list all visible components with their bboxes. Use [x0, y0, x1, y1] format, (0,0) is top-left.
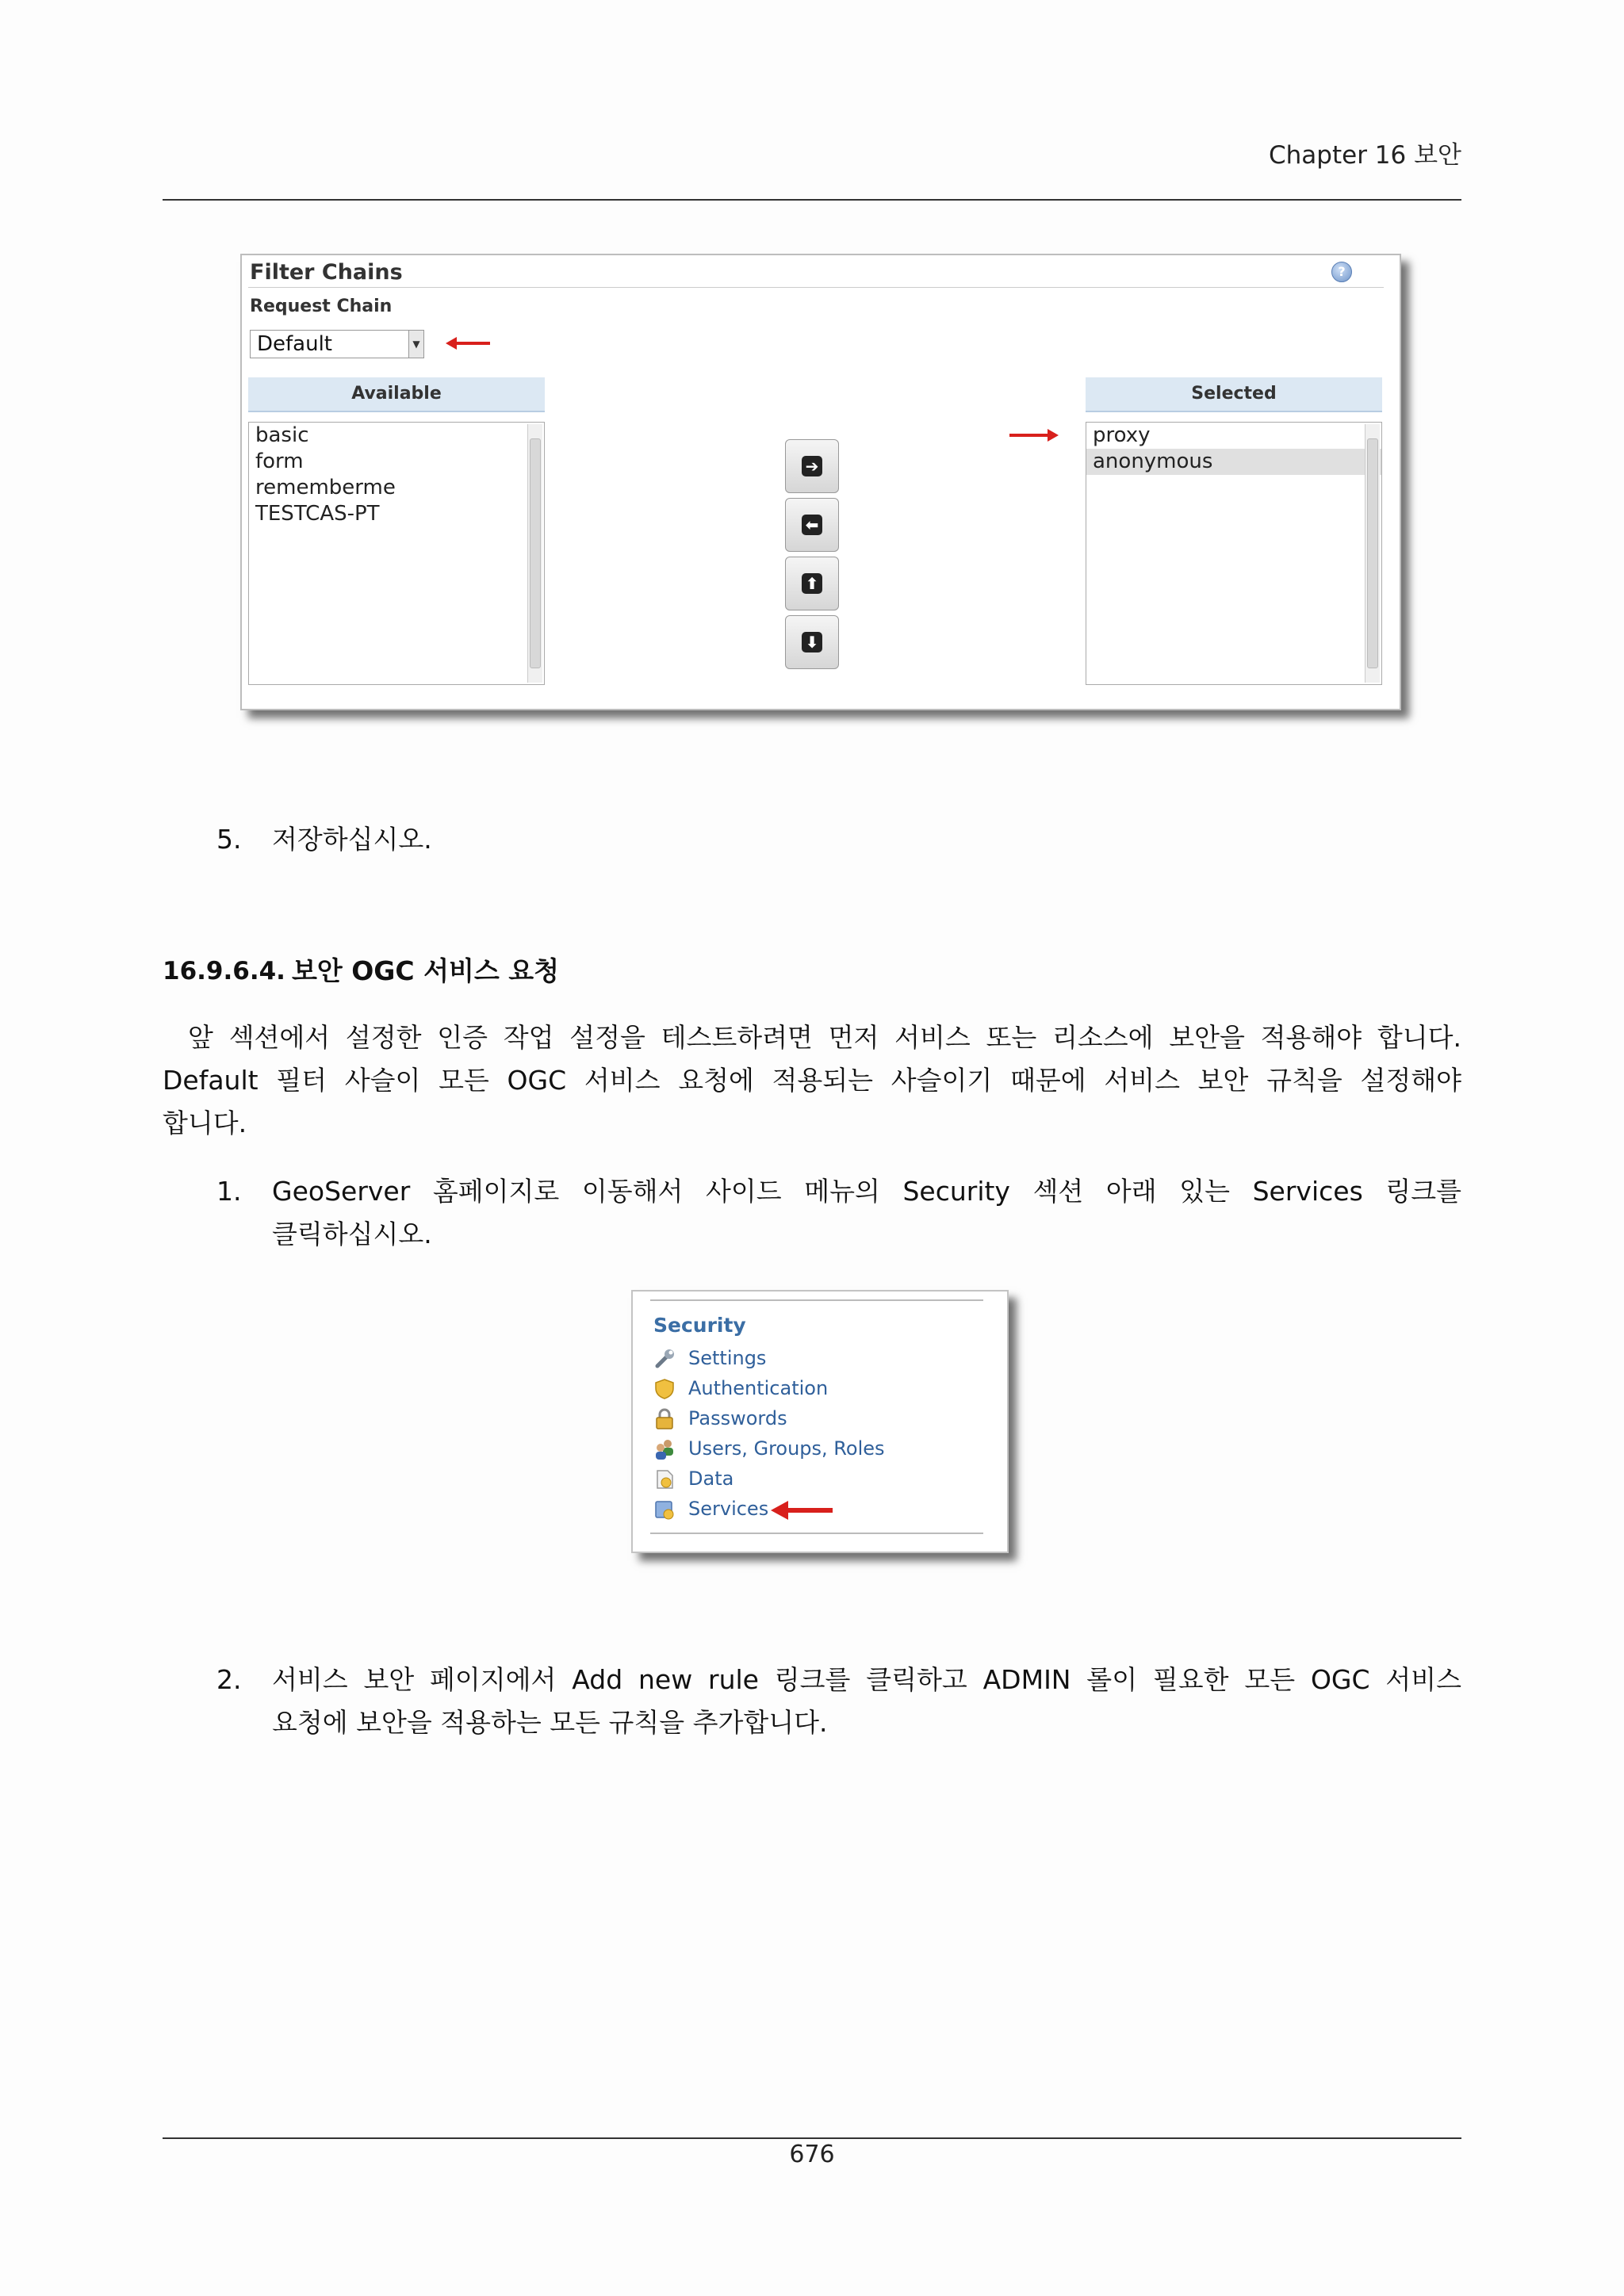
step-5-text: 저장하십시오. — [272, 824, 432, 855]
selected-header: Selected — [1086, 377, 1382, 412]
step-1-text: 클릭하십시오. — [272, 1219, 432, 1249]
move-left-icon: ⬅ — [802, 515, 822, 535]
shield-icon — [653, 1378, 676, 1400]
section-number: 16.9.6.4. — [163, 957, 285, 985]
list-item[interactable]: basic — [255, 423, 309, 447]
list-item[interactable]: proxy — [1093, 423, 1151, 447]
help-icon[interactable]: ? — [1331, 262, 1352, 282]
move-up-button[interactable] — [785, 557, 839, 610]
sidebar-item-label: Users, Groups, Roles — [688, 1437, 885, 1460]
header-rule — [163, 199, 1461, 201]
lock-icon — [653, 1408, 676, 1430]
available-header: Available — [248, 377, 545, 412]
move-right-icon: ➔ — [802, 456, 822, 476]
move-right-button[interactable] — [785, 439, 839, 493]
chevron-down-icon[interactable]: ▼ — [408, 331, 423, 358]
move-up-icon: ⬆ — [802, 573, 822, 594]
scroll-thumb[interactable] — [1367, 438, 1378, 668]
list-item[interactable]: rememberme — [255, 476, 396, 499]
step-2-text: 서비스 보안 페이지에서 Add new rule 링크를 클릭하고 ADMIN 롤이 필요한 모든 OGC 서비스 — [272, 1664, 1461, 1695]
red-arrow-left-icon — [444, 335, 492, 352]
step-2-number: 2. — [216, 1664, 242, 1695]
section-title: 보안 OGC 서비스 요청 — [292, 955, 559, 986]
request-chain-select[interactable] — [250, 330, 424, 358]
red-arrow-left-icon — [769, 1498, 834, 1522]
sidebar-item-label: Passwords — [688, 1407, 787, 1429]
security-menu-title: Security — [653, 1314, 746, 1337]
sidebar-item-label: Data — [688, 1468, 734, 1490]
list-item-selected[interactable]: anonymous — [1086, 449, 1381, 475]
request-chain-value: Default — [257, 332, 332, 356]
sidebar-item-label: Authentication — [688, 1377, 829, 1399]
request-chain-label: Request Chain — [250, 297, 393, 316]
move-left-button[interactable] — [785, 498, 839, 552]
sidebar-item-label: Settings — [688, 1347, 767, 1369]
step-5-number: 5. — [216, 824, 242, 855]
scroll-thumb[interactable] — [530, 438, 541, 668]
scrollbar[interactable] — [1365, 424, 1380, 683]
filter-chains-panel — [240, 254, 1401, 710]
data-icon — [653, 1468, 676, 1490]
paragraph-line: 앞 섹션에서 설정한 인증 작업 설정을 테스트하려면 먼저 서비스 또는 리소스에 보안을 적용해야 합니다. — [188, 1022, 1461, 1053]
selected-list[interactable] — [1086, 422, 1382, 685]
chapter-header: Chapter 16 보안 — [1269, 141, 1461, 170]
available-list[interactable] — [248, 422, 545, 685]
list-item[interactable]: form — [255, 450, 304, 473]
title-divider — [248, 287, 1384, 288]
paragraph-line: Default 필터 사슬이 모든 OGC 서비스 요청에 적용되는 사슬이기 때문에 서비스 보안 규칙을 설정해야 — [163, 1065, 1461, 1096]
red-arrow-right-icon — [1008, 427, 1060, 444]
scrollbar[interactable] — [527, 424, 542, 683]
page-number: 676 — [789, 2141, 835, 2168]
wrench-icon — [653, 1348, 676, 1370]
step-2-text: 요청에 보안을 적용하는 모든 규칙을 추가합니다. — [272, 1707, 828, 1738]
services-icon — [653, 1498, 676, 1521]
paragraph-line: 합니다. — [163, 1108, 247, 1138]
step-1-number: 1. — [216, 1176, 242, 1207]
divider — [650, 1299, 983, 1301]
sidebar-item-label: Services — [688, 1498, 769, 1520]
list-item[interactable]: TESTCAS-PT — [255, 502, 380, 526]
move-down-icon: ⬇ — [802, 632, 822, 652]
filter-chains-title: Filter Chains — [250, 260, 403, 285]
move-down-button[interactable] — [785, 615, 839, 669]
security-menu-panel — [631, 1290, 1009, 1553]
divider — [650, 1533, 983, 1534]
users-icon — [653, 1438, 676, 1460]
footer-rule — [163, 2137, 1461, 2139]
step-1-text: GeoServer 홈페이지로 이동해서 사이드 메뉴의 Security 섹션 아래 있는 Services 링크를 — [272, 1176, 1461, 1207]
